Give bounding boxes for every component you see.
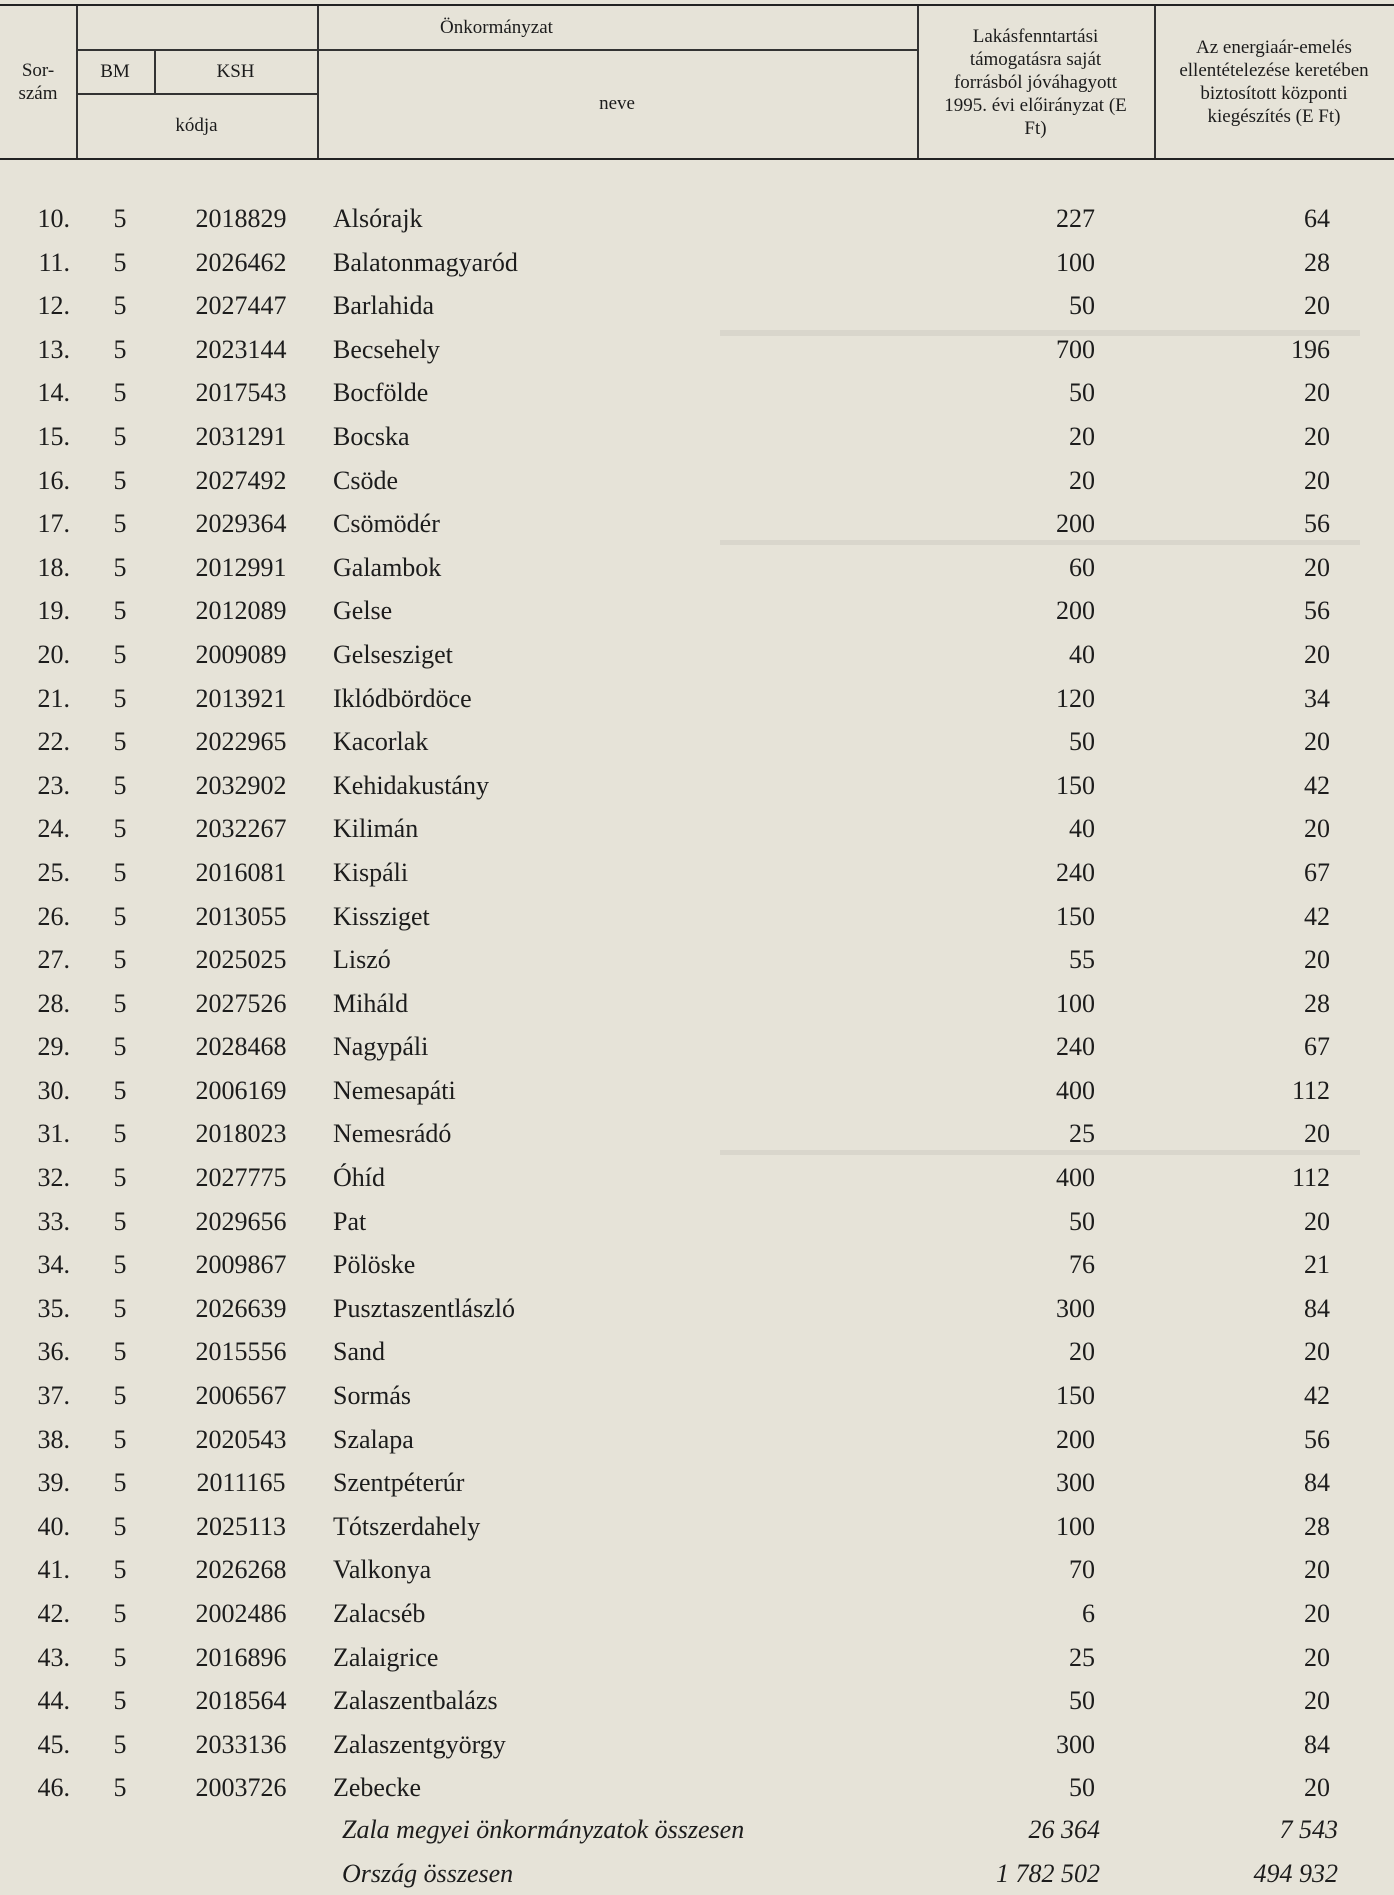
bm-code: 5 <box>113 596 127 626</box>
table-row <box>0 1461 1394 1505</box>
bm-code: 5 <box>113 945 127 975</box>
housing-support-value: 400 <box>1056 1075 1095 1105</box>
ksh-code: 2009089 <box>195 639 287 669</box>
bm-code: 5 <box>113 1686 127 1716</box>
municipality-name: Sand <box>333 1337 385 1367</box>
energy-supplement-value: 20 <box>1304 1337 1330 1367</box>
ksh-code: 2027775 <box>195 1163 287 1193</box>
bm-code: 5 <box>113 1119 127 1149</box>
ksh-code: 2012991 <box>195 552 287 582</box>
row-number: 31. <box>37 1119 70 1149</box>
header-col1: Lakásfenntartási támogatásra saját forrásból jóváhagyott 1995. évi előirányzat (E Ft) <box>944 25 1127 139</box>
energy-supplement-value: 20 <box>1304 1119 1330 1149</box>
housing-support-value: 227 <box>1056 204 1095 233</box>
row-number: 44. <box>37 1686 70 1716</box>
table-row <box>0 720 1394 764</box>
ksh-code: 2025025 <box>195 945 287 975</box>
municipality-name: Kehidakustány <box>333 770 489 800</box>
energy-supplement-value: 42 <box>1304 770 1330 800</box>
total-value-1: 26 364 <box>1028 1815 1100 1844</box>
table-row <box>0 764 1394 808</box>
bm-code: 5 <box>113 1511 127 1541</box>
housing-support-value: 55 <box>1069 945 1095 975</box>
ksh-code: 2018023 <box>195 1119 287 1149</box>
municipality-name: Barlahida <box>333 291 435 321</box>
row-number: 16. <box>37 465 70 495</box>
ksh-code: 2018564 <box>195 1686 287 1716</box>
row-number: 11. <box>38 247 70 277</box>
ksh-code: 2026462 <box>195 247 287 277</box>
housing-support-value: 240 <box>1056 1032 1095 1062</box>
bm-code: 5 <box>113 1075 127 1105</box>
housing-support-value: 6 <box>1082 1599 1095 1628</box>
row-number: 29. <box>37 1032 70 1062</box>
municipality-name: Miháld <box>333 988 409 1018</box>
energy-supplement-value: 20 <box>1304 291 1330 321</box>
energy-supplement-value: 20 <box>1304 1773 1330 1803</box>
row-number: 40. <box>37 1511 70 1541</box>
housing-support-value: 100 <box>1056 988 1095 1018</box>
row-number: 35. <box>37 1293 70 1323</box>
municipality-name: Kispáli <box>333 857 409 887</box>
energy-supplement-value: 20 <box>1304 1206 1330 1236</box>
housing-support-value: 200 <box>1056 509 1095 539</box>
bm-code: 5 <box>113 857 127 887</box>
energy-supplement-value: 84 <box>1304 1468 1330 1498</box>
ksh-code: 2003726 <box>195 1773 287 1803</box>
ksh-code: 2011165 <box>196 1468 286 1498</box>
housing-support-value: 40 <box>1069 639 1095 669</box>
ksh-code: 2016896 <box>195 1642 287 1672</box>
row-number: 39. <box>37 1468 70 1498</box>
housing-support-value: 150 <box>1056 770 1095 800</box>
table-row <box>0 328 1394 372</box>
ksh-code: 2026639 <box>195 1293 287 1323</box>
bm-code: 5 <box>113 247 127 277</box>
energy-supplement-value: 67 <box>1304 1032 1330 1062</box>
housing-support-value: 25 <box>1069 1119 1095 1149</box>
municipality-name: Zalacséb <box>333 1599 426 1628</box>
row-number: 26. <box>37 901 70 931</box>
municipality-name: Zalaszentbalázs <box>333 1686 498 1716</box>
ksh-code: 2025113 <box>195 1511 287 1541</box>
ksh-code: 2028468 <box>195 1032 287 1062</box>
ksh-code: 2018829 <box>195 204 287 233</box>
table-row <box>0 589 1394 633</box>
table-row <box>0 895 1394 939</box>
table-row <box>0 1548 1394 1592</box>
table-row <box>0 1374 1394 1418</box>
row-number: 43. <box>37 1642 70 1672</box>
table-row <box>0 546 1394 590</box>
row-number: 46. <box>37 1773 70 1803</box>
header-neve: neve <box>599 93 635 114</box>
total-label: Zala megyei önkormányzatok összesen <box>342 1815 745 1844</box>
energy-supplement-value: 20 <box>1304 1555 1330 1585</box>
municipality-name: Zalaszentgyörgy <box>333 1729 506 1759</box>
energy-supplement-value: 28 <box>1304 247 1330 277</box>
row-number: 24. <box>37 814 70 844</box>
bm-code: 5 <box>113 1424 127 1454</box>
municipality-name: Nemesapáti <box>333 1075 456 1105</box>
ksh-code: 2022965 <box>195 727 287 757</box>
ksh-code: 2023144 <box>195 334 287 364</box>
table-row <box>0 1200 1394 1244</box>
table-row <box>0 197 1394 241</box>
total-label: Ország összesen <box>342 1859 514 1888</box>
ksh-code: 2020543 <box>195 1424 287 1454</box>
bm-code: 5 <box>113 727 127 757</box>
table-row <box>0 1723 1394 1767</box>
bm-code: 5 <box>113 770 127 800</box>
municipality-name: Zebecke <box>333 1773 422 1803</box>
housing-support-value: 100 <box>1056 247 1095 277</box>
row-number: 14. <box>37 378 70 408</box>
bm-code: 5 <box>113 465 127 495</box>
table-header <box>0 4 1394 160</box>
bm-code: 5 <box>113 1293 127 1323</box>
housing-support-value: 300 <box>1056 1468 1095 1498</box>
municipality-name: Gelse <box>333 596 393 626</box>
row-number: 36. <box>37 1337 70 1367</box>
municipality-name: Tótszerdahely <box>333 1511 481 1541</box>
housing-support-value: 300 <box>1056 1293 1095 1323</box>
table-row <box>0 241 1394 285</box>
ksh-code: 2027526 <box>195 988 287 1018</box>
table-row <box>0 677 1394 721</box>
municipality-name: Bocfölde <box>333 378 429 408</box>
header-bm: BM <box>100 60 130 82</box>
energy-supplement-value: 20 <box>1304 378 1330 408</box>
energy-supplement-value: 84 <box>1304 1293 1330 1323</box>
energy-supplement-value: 20 <box>1304 639 1330 669</box>
table-row <box>0 1636 1394 1680</box>
total-value-1: 1 782 502 <box>996 1859 1100 1888</box>
row-number: 33. <box>37 1206 70 1236</box>
ksh-code: 2016081 <box>195 857 287 887</box>
housing-support-value: 50 <box>1069 1686 1095 1716</box>
bm-code: 5 <box>113 204 127 233</box>
energy-supplement-value: 56 <box>1304 1424 1330 1454</box>
municipality-name: Nagypáli <box>333 1032 429 1062</box>
housing-support-value: 70 <box>1069 1555 1095 1585</box>
municipality-name: Kilimán <box>333 814 419 844</box>
bm-code: 5 <box>113 334 127 364</box>
bm-code: 5 <box>113 1206 127 1236</box>
bm-code: 5 <box>113 1599 127 1628</box>
ksh-code: 2013055 <box>195 901 287 931</box>
energy-supplement-value: 20 <box>1304 421 1330 451</box>
housing-support-value: 60 <box>1069 552 1095 582</box>
row-number: 17. <box>37 509 70 539</box>
bm-code: 5 <box>113 1381 127 1411</box>
housing-support-value: 200 <box>1056 1424 1095 1454</box>
row-number: 19. <box>37 596 70 626</box>
municipality-name: Nemesrádó <box>333 1119 452 1149</box>
energy-supplement-value: 56 <box>1304 509 1330 539</box>
bm-code: 5 <box>113 1773 127 1803</box>
row-number: 37. <box>37 1381 70 1411</box>
municipality-name: Kacorlak <box>333 727 429 757</box>
ksh-code: 2017543 <box>195 378 287 408</box>
table-row <box>0 1330 1394 1374</box>
row-number: 30. <box>37 1075 70 1105</box>
municipality-name: Kissziget <box>333 901 430 931</box>
bm-code: 5 <box>113 1642 127 1672</box>
table-row <box>0 1287 1394 1331</box>
table-row <box>0 1112 1394 1156</box>
table-row <box>0 633 1394 677</box>
table-row <box>0 807 1394 851</box>
housing-support-value: 150 <box>1056 1381 1095 1411</box>
bm-code: 5 <box>113 1032 127 1062</box>
housing-support-value: 120 <box>1056 683 1095 713</box>
municipality-name: Sormás <box>333 1381 411 1411</box>
municipality-name: Szalapa <box>333 1424 414 1454</box>
table-row <box>0 1069 1394 1113</box>
row-number: 12. <box>37 291 70 321</box>
municipality-name: Balatonmagyaród <box>333 247 518 277</box>
row-number: 18. <box>37 552 70 582</box>
ksh-code: 2012089 <box>195 596 287 626</box>
bm-code: 5 <box>113 1468 127 1498</box>
total-value-2: 494 932 <box>1253 1859 1338 1888</box>
ksh-code: 2027447 <box>195 291 287 321</box>
ksh-code: 2029364 <box>195 509 287 539</box>
row-number: 22. <box>37 727 70 757</box>
ksh-code: 2006169 <box>195 1075 287 1105</box>
table-row <box>0 1592 1394 1636</box>
table-body <box>0 197 1394 1810</box>
municipality-name: Bocska <box>333 421 410 451</box>
row-number: 45. <box>37 1729 70 1759</box>
housing-support-value: 50 <box>1069 291 1095 321</box>
municipality-name: Iklódbördöce <box>333 683 472 713</box>
housing-support-value: 50 <box>1069 1206 1095 1236</box>
municipality-name: Csöde <box>333 465 398 495</box>
energy-supplement-value: 34 <box>1304 683 1330 713</box>
municipality-name: Óhíd <box>333 1163 385 1193</box>
table-row <box>0 982 1394 1026</box>
header-col2: Az energiaár-emelés ellentételezése keretében biztosított központi kiegészítés (E Ft) <box>1179 37 1369 127</box>
housing-support-value: 50 <box>1069 1773 1095 1803</box>
row-number: 32. <box>37 1163 70 1193</box>
municipality-name: Alsórajk <box>333 204 423 233</box>
bm-code: 5 <box>113 421 127 451</box>
table-row <box>0 502 1394 546</box>
municipality-name: Becsehely <box>333 334 440 364</box>
table-row <box>0 1418 1394 1462</box>
energy-supplement-value: 84 <box>1304 1729 1330 1759</box>
housing-support-value: 200 <box>1056 596 1095 626</box>
bm-code: 5 <box>113 639 127 669</box>
energy-supplement-value: 112 <box>1291 1163 1330 1193</box>
housing-support-value: 50 <box>1069 727 1095 757</box>
row-number: 41. <box>37 1555 70 1585</box>
table-row <box>0 1766 1394 1810</box>
municipality-name: Csömödér <box>333 509 440 539</box>
municipality-name: Galambok <box>333 552 442 582</box>
table-row <box>0 1679 1394 1723</box>
energy-supplement-value: 20 <box>1304 1599 1330 1628</box>
total-value-2: 7 543 <box>1279 1815 1338 1844</box>
table-row <box>0 459 1394 503</box>
ksh-code: 2032902 <box>195 770 287 800</box>
bm-code: 5 <box>113 901 127 931</box>
row-number: 10. <box>37 204 70 233</box>
bm-code: 5 <box>113 1555 127 1585</box>
housing-support-value: 76 <box>1069 1250 1095 1280</box>
housing-support-value: 20 <box>1069 465 1095 495</box>
ksh-code: 2015556 <box>195 1337 287 1367</box>
ksh-code: 2032267 <box>195 814 287 844</box>
table-row <box>0 1505 1394 1549</box>
municipality-name: Valkonya <box>333 1555 432 1585</box>
ksh-code: 2033136 <box>195 1729 287 1759</box>
housing-support-value: 100 <box>1056 1511 1095 1541</box>
row-number: 20. <box>37 639 70 669</box>
municipality-name: Liszó <box>333 945 391 975</box>
bm-code: 5 <box>113 291 127 321</box>
energy-supplement-value: 56 <box>1304 596 1330 626</box>
housing-support-value: 25 <box>1069 1642 1095 1672</box>
housing-support-value: 400 <box>1056 1163 1095 1193</box>
energy-supplement-value: 20 <box>1304 945 1330 975</box>
housing-support-value: 20 <box>1069 1337 1095 1367</box>
table-row <box>0 1025 1394 1069</box>
municipality-name: Pusztaszentlászló <box>333 1293 515 1323</box>
energy-supplement-value: 20 <box>1304 465 1330 495</box>
header-ksh: KSH <box>216 60 255 82</box>
row-number: 38. <box>37 1424 70 1454</box>
ksh-code: 2027492 <box>195 465 287 495</box>
energy-supplement-value: 28 <box>1304 1511 1330 1541</box>
table-row <box>0 415 1394 459</box>
bm-code: 5 <box>113 1163 127 1193</box>
bm-code: 5 <box>113 378 127 408</box>
municipality-name: Zalaigrice <box>333 1642 439 1672</box>
housing-support-value: 240 <box>1056 857 1095 887</box>
bm-code: 5 <box>113 683 127 713</box>
housing-support-value: 50 <box>1069 378 1095 408</box>
ksh-code: 2006567 <box>195 1381 287 1411</box>
header-kodja: kódja <box>175 115 218 136</box>
bm-code: 5 <box>113 814 127 844</box>
ksh-code: 2013921 <box>195 683 287 713</box>
energy-supplement-value: 64 <box>1304 204 1330 233</box>
bm-code: 5 <box>113 552 127 582</box>
table-row <box>0 851 1394 895</box>
energy-supplement-value: 20 <box>1304 814 1330 844</box>
row-number: 42. <box>37 1599 70 1628</box>
municipality-name: Gelsesziget <box>333 639 453 669</box>
ksh-code: 2009867 <box>195 1250 287 1280</box>
energy-supplement-value: 20 <box>1304 1686 1330 1716</box>
row-number: 28. <box>37 988 70 1018</box>
ksh-code: 2002486 <box>195 1599 287 1628</box>
bm-code: 5 <box>113 1337 127 1367</box>
energy-supplement-value: 20 <box>1304 552 1330 582</box>
energy-supplement-value: 20 <box>1304 727 1330 757</box>
energy-supplement-value: 21 <box>1304 1250 1330 1280</box>
energy-supplement-value: 20 <box>1304 1642 1330 1672</box>
row-number: 21. <box>37 683 70 713</box>
housing-support-value: 40 <box>1069 814 1095 844</box>
bm-code: 5 <box>113 1729 127 1759</box>
energy-supplement-value: 112 <box>1291 1075 1330 1105</box>
energy-supplement-value: 28 <box>1304 988 1330 1018</box>
housing-support-value: 150 <box>1056 901 1095 931</box>
energy-supplement-value: 42 <box>1304 1381 1330 1411</box>
bm-code: 5 <box>113 509 127 539</box>
energy-supplement-value: 196 <box>1291 334 1330 364</box>
energy-supplement-value: 67 <box>1304 857 1330 887</box>
bm-code: 5 <box>113 988 127 1018</box>
table-row <box>0 1243 1394 1287</box>
municipality-name: Szentpéterúr <box>333 1468 465 1498</box>
energy-supplement-value: 42 <box>1304 901 1330 931</box>
housing-support-value: 300 <box>1056 1729 1095 1759</box>
row-number: 15. <box>37 421 70 451</box>
row-number: 13. <box>37 334 70 364</box>
municipality-name: Pat <box>333 1206 367 1236</box>
municipality-name: Pölöske <box>333 1250 416 1280</box>
table-row <box>0 284 1394 328</box>
table-row <box>0 1156 1394 1200</box>
header-sorszam: Sor- szám <box>18 60 58 104</box>
housing-support-value: 20 <box>1069 421 1095 451</box>
bm-code: 5 <box>113 1250 127 1280</box>
ksh-code: 2026268 <box>195 1555 287 1585</box>
table-row <box>0 371 1394 415</box>
row-number: 34. <box>37 1250 70 1280</box>
ksh-code: 2031291 <box>195 421 287 451</box>
ksh-code: 2029656 <box>195 1206 287 1236</box>
table-row <box>0 938 1394 982</box>
housing-support-value: 700 <box>1056 334 1095 364</box>
row-number: 25. <box>37 857 70 887</box>
row-number: 23. <box>37 770 70 800</box>
row-number: 27. <box>37 945 70 975</box>
header-onkormanyzat: Önkormányzat <box>440 17 553 38</box>
